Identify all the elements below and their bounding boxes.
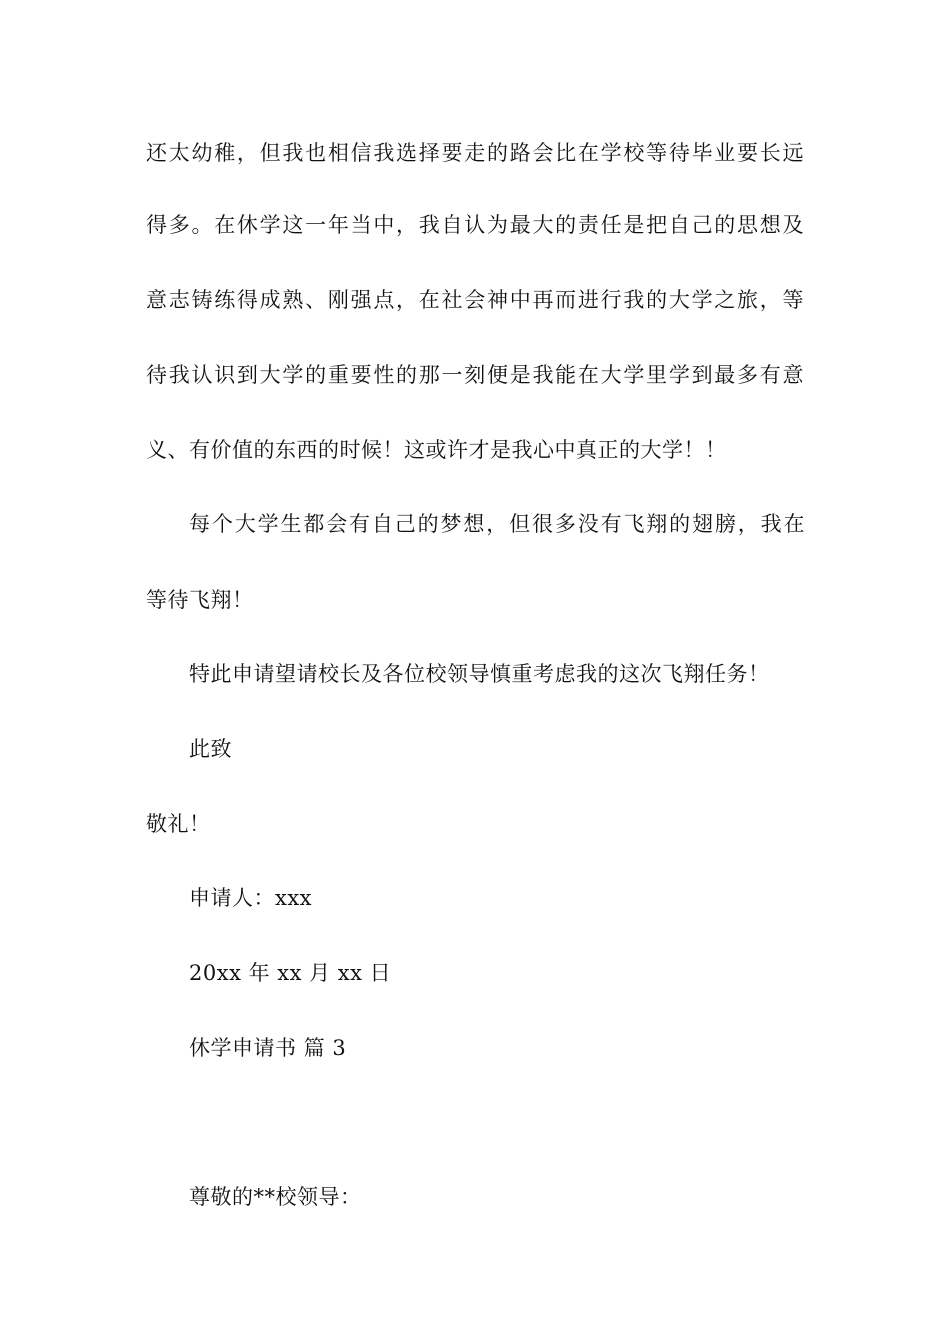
body-line-2: 得多。在休学这一年当中，我自认为最大的责任是把自己的思想及 <box>146 213 804 237</box>
application-date: 20xx 年 xx 月 xx 日 <box>189 961 392 985</box>
body-line-3: 意志铸练得成熟、刚强点，在社会神中再而进行我的大学之旅，等 <box>146 288 804 312</box>
body-line-1: 还太幼稚，但我也相信我选择要走的路会比在学校等待毕业要长远 <box>146 141 804 165</box>
salutation: 尊敬的**校领导： <box>189 1185 362 1209</box>
body-line-5: 义、有价值的东西的时候！这或许才是我心中真正的大学！！ <box>146 438 727 462</box>
applicant-name: 申请人：xxx <box>189 886 313 910</box>
closing-jingli: 敬礼！ <box>146 812 211 836</box>
paragraph-dream-line-1: 每个大学生都会有自己的梦想，但很多没有飞翔的翅膀，我在 <box>189 512 805 536</box>
body-line-4: 待我认识到大学的重要性的那一刻便是我能在大学里学到最多有意 <box>146 363 804 387</box>
section-heading: 休学申请书 篇 3 <box>189 1036 347 1060</box>
request-sentence: 特此申请望请校长及各位校领导慎重考虑我的这次飞翔任务！ <box>189 662 770 686</box>
paragraph-dream-line-2: 等待飞翔！ <box>146 588 254 612</box>
closing-cizhi: 此致 <box>189 737 232 761</box>
